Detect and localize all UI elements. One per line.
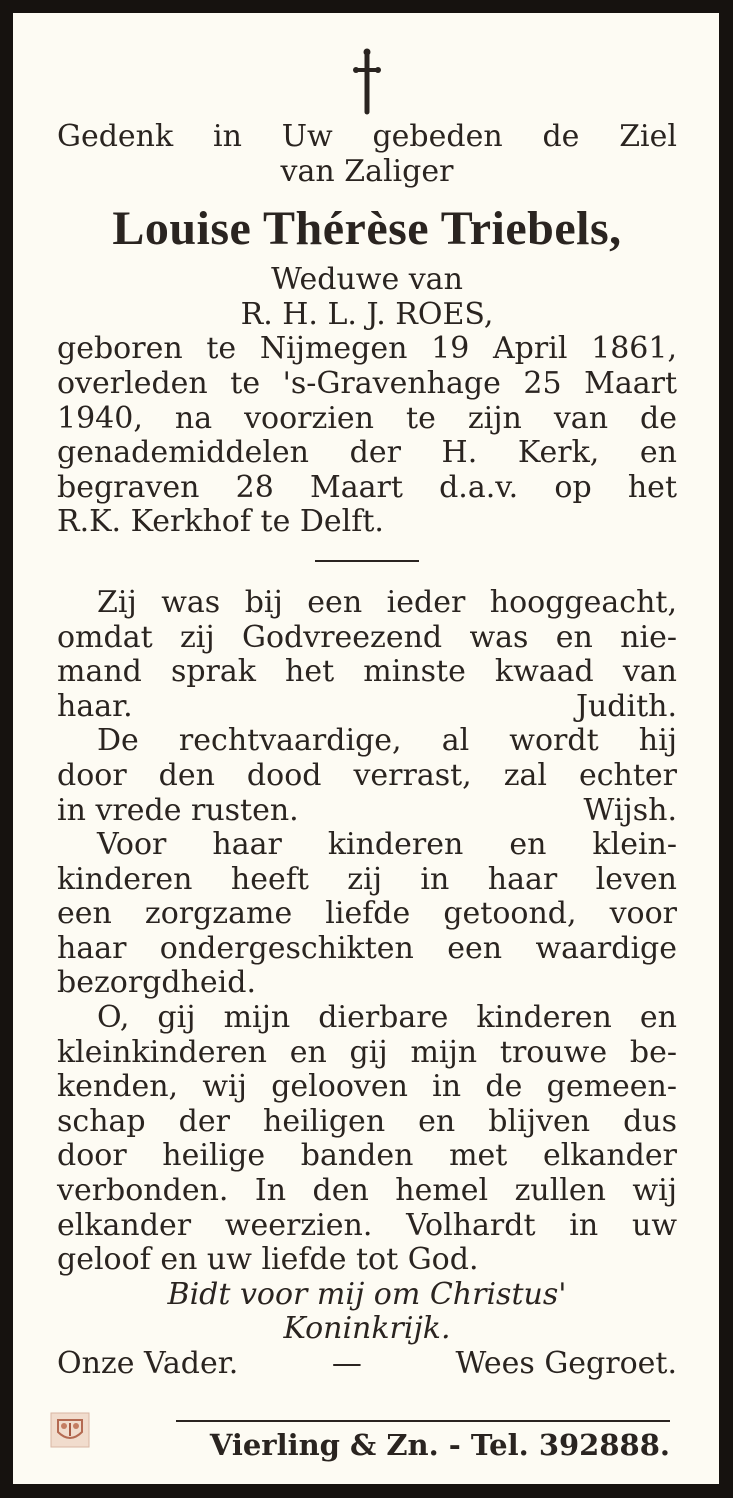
header-line-1: Gedenk in Uw gebeden de Ziel [57, 119, 677, 154]
text-line: haar. [57, 688, 133, 724]
text-line: Voor haar kinderen en klein- [97, 827, 677, 863]
text-line: kenden, wij gelooven in de gemeen- [57, 1069, 677, 1105]
text-line: verbonden. In den hemel zullen wij [57, 1173, 677, 1209]
source-reference: Judith. [575, 688, 677, 724]
widow-label: Weduwe van [271, 262, 463, 298]
text-line: Zij was bij een ieder hooggeacht, [97, 584, 677, 620]
biography-line: begraven 28 Maart d.a.v. op het [57, 469, 677, 505]
text-family [57, 828, 677, 1001]
card-content [57, 40, 677, 1382]
biography-line: overleden te 's-Gravenhage 25 Maart [57, 365, 677, 401]
printer-credit: Vierling & Zn. - Tel. 392888. [209, 1428, 670, 1462]
biography-line: geboren te Nijmegen 19 April 1861, [57, 331, 677, 367]
text-line-with-source [57, 690, 677, 725]
biography-line: 1940, na voorzien te zijn van de [57, 400, 677, 436]
biography-line: genademiddelen der H. Kerk, en [57, 435, 677, 471]
seal-icon [50, 1412, 90, 1448]
biography [57, 332, 677, 540]
divider [315, 560, 419, 562]
wees-gegroet: Wees Gegroet. [455, 1346, 677, 1381]
text-line: elkander weerzien. Volhardt in uw [57, 1207, 677, 1243]
biography-line: R.K. Kerkhof te Delft. [57, 504, 384, 540]
spouse-name: R. H. L. J. ROES, [240, 296, 494, 332]
text-line: kleinkinderen en gij mijn trouwe be- [57, 1034, 677, 1070]
text-line: O, gij mijn dierbare kinderen en [97, 1000, 677, 1036]
cross-icon [347, 40, 387, 120]
text-line: mand sprak het minste kwaad van [57, 654, 677, 690]
dash: — [331, 1346, 362, 1381]
text-line-with-source [57, 794, 677, 829]
footer-divider [176, 1420, 670, 1422]
text-judith [57, 586, 677, 724]
header-line-2: van Zaliger [280, 153, 454, 189]
source-reference: Wijsh. [583, 792, 677, 828]
text-line: kinderen heeft zij in haar leven [57, 861, 677, 897]
text-wijsh [57, 724, 677, 828]
text-line: De rechtvaardige, al wordt hij [97, 723, 677, 759]
text-line: door heilige banden met elkander [57, 1138, 677, 1174]
text-line: haar ondergeschikten een waardige [57, 930, 677, 966]
closing-prayers [57, 1347, 677, 1382]
text-farewell [57, 1001, 677, 1278]
text-line: geloof en uw liefde tot God. [57, 1242, 479, 1278]
prayer-line-2: Koninkrijk. [283, 1311, 451, 1347]
onze-vader: Onze Vader. [57, 1346, 239, 1381]
text-line: een zorgzame liefde getoond, voor [57, 896, 677, 932]
deceased-name: Louise Thérèse Triebels, [112, 202, 622, 256]
text-line: bezorgdheid. [57, 965, 256, 1001]
text-line: schap der heiligen en blijven dus [57, 1103, 677, 1139]
prayer-line-1: Bidt voor mij om Christus' [167, 1276, 567, 1312]
text-line: in vrede rusten. [57, 792, 299, 828]
text-line: door den dood verrast, zal echter [57, 757, 677, 793]
text-line: omdat zij Godvreezend was en nie- [57, 619, 677, 655]
